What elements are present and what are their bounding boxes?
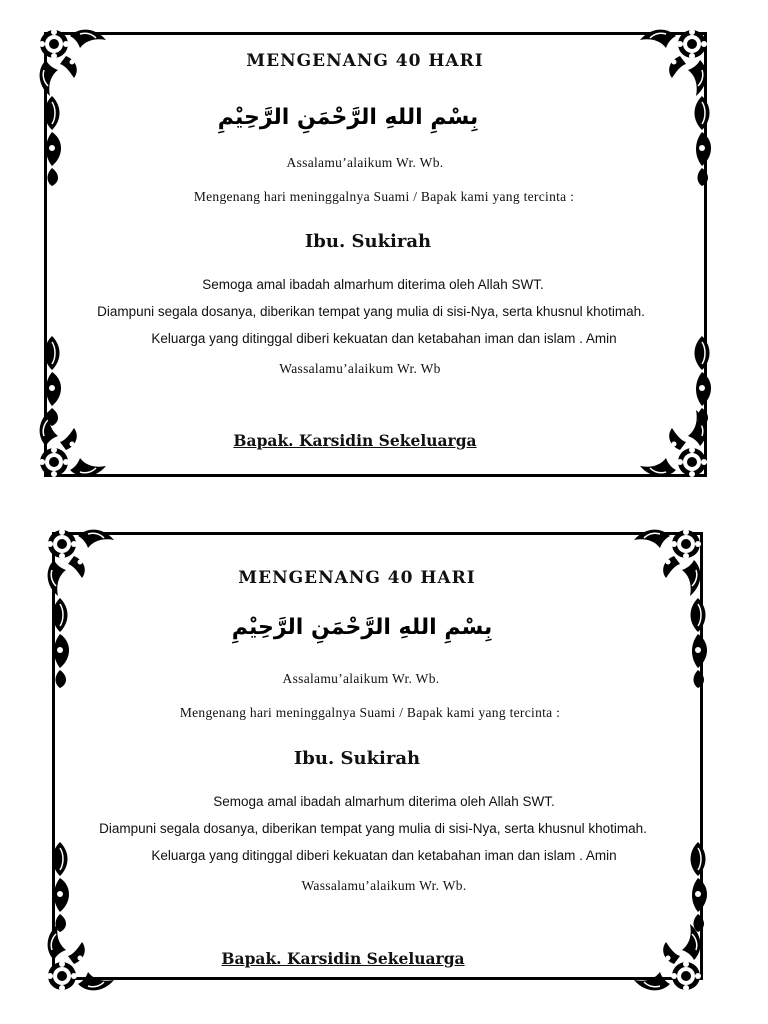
prayer-line-2: Diampuni segala dosanya, diberikan tempat yang mulia di sisi-Nya, serta khusnul khotimah. — [99, 821, 647, 836]
bismillah-text: بِسْمِ اللهِ الرَّحْمَنِ الرَّحِيْمِ — [218, 105, 478, 130]
intro-line: Mengenang hari meninggalnya Suami / Bapak kami yang tercinta : — [179, 705, 561, 720]
signature: Bapak. Karsidin Sekeluarga — [233, 431, 477, 450]
floral-side-ornament-icon — [690, 336, 714, 426]
bismillah-text: بِسْمِ اللهِ الرَّحْمَنِ الرَّحِيْمِ — [232, 615, 492, 640]
floral-side-ornament-icon — [690, 96, 714, 186]
closing-greeting: Wassalamu’alaikum Wr. Wb — [279, 361, 441, 376]
floral-corner-ornament-icon — [630, 526, 704, 600]
prayer-line-1: Semoga amal ibadah almarhum diterima oleh Allah SWT. — [213, 794, 555, 809]
deceased-name: Ibu. Sukirah — [293, 748, 421, 769]
card-title: MENGENANG 40 HARI — [238, 568, 476, 588]
memorial-card-1 — [0, 0, 768, 500]
bismillah-calligraphy — [232, 608, 492, 644]
greeting: Assalamu’alaikum Wr. Wb. — [282, 671, 440, 686]
prayer-line-2: Diampuni segala dosanya, diberikan tempat yang mulia di sisi-Nya, serta khusnul khotimah. — [97, 304, 645, 319]
floral-side-ornament-icon — [40, 96, 64, 186]
memorial-card-2 — [0, 512, 768, 1024]
closing-greeting: Wassalamu’alaikum Wr. Wb. — [301, 878, 467, 893]
signature: Bapak. Karsidin Sekeluarga — [221, 949, 465, 968]
prayer-line-3: Keluarga yang ditinggal diberi kekuatan dan ketabahan iman dan islam . Amin — [151, 848, 617, 863]
card-title: MENGENANG 40 HARI — [246, 51, 484, 71]
greeting: Assalamu’alaikum Wr. Wb. — [286, 155, 444, 170]
deceased-name: Ibu. Sukirah — [304, 231, 432, 252]
floral-corner-ornament-icon — [44, 526, 118, 600]
floral-side-ornament-icon — [40, 336, 64, 426]
bismillah-calligraphy — [218, 98, 478, 134]
intro-line: Mengenang hari meninggalnya Suami / Bapak kami yang tercinta : — [193, 189, 575, 204]
prayer-line-1: Semoga amal ibadah almarhum diterima oleh Allah SWT. — [202, 277, 544, 292]
prayer-line-3: Keluarga yang ditinggal diberi kekuatan dan ketabahan iman dan islam . Amin — [151, 331, 617, 346]
